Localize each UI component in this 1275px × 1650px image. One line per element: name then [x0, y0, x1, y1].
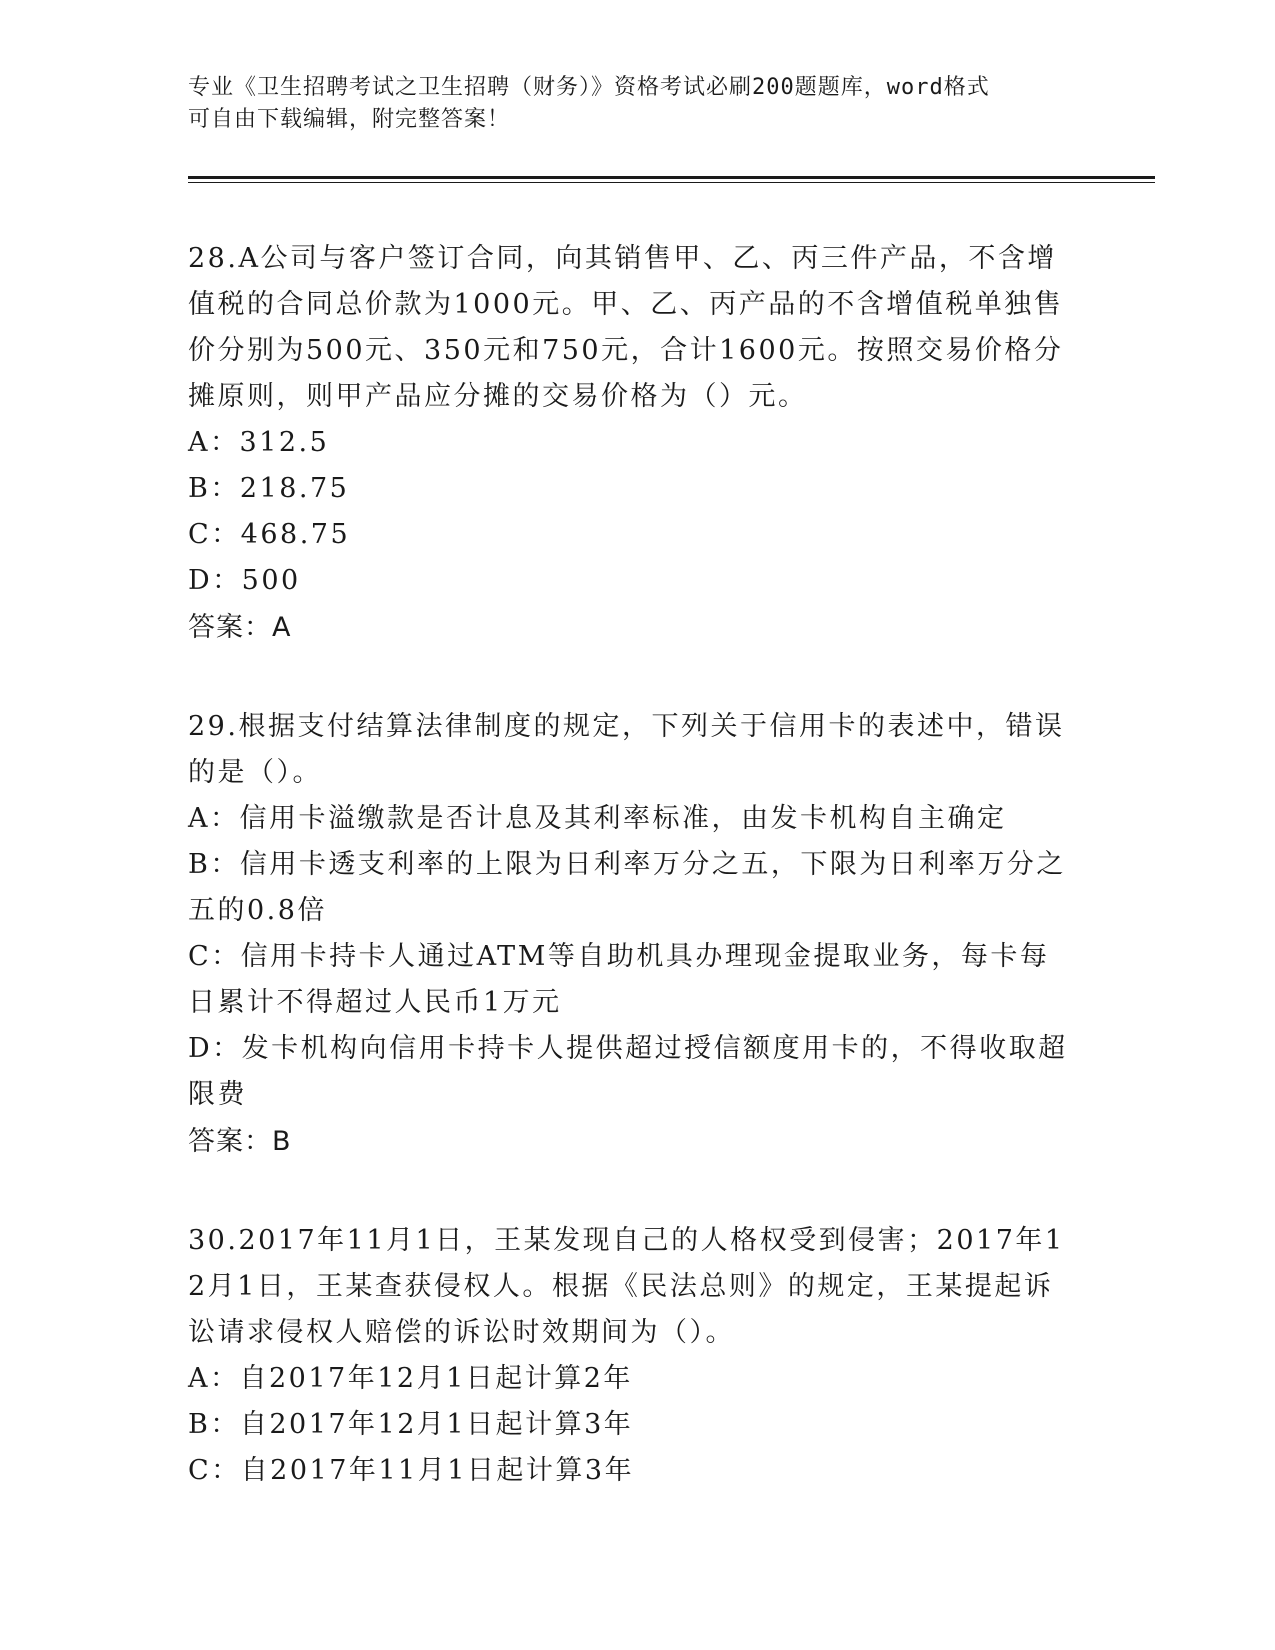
header-divider-thin — [188, 182, 1155, 183]
header-line-2: 可自由下载编辑，附完整答案！ — [188, 107, 511, 132]
option-c: C：自2017年11月1日起计算3年 — [188, 1455, 635, 1486]
question-29 — [188, 704, 1078, 1166]
document-header — [188, 72, 1068, 136]
question-stem: 29.根据支付结算法律制度的规定，下列关于信用卡的表述中，错误的是（）。 — [188, 711, 1065, 788]
question-list — [188, 236, 1078, 1546]
answer: 答案：B — [188, 1126, 292, 1157]
question-28 — [188, 236, 1078, 652]
option-b: B：218.75 — [188, 473, 350, 504]
option-d: D：500 — [188, 565, 301, 596]
question-stem: 30.2017年11月1日，王某发现自己的人格权受到侵害；2017年12月1日，王某查获侵权人。根据《民法总则》的规定，王某提起诉讼请求侵权人赔偿的诉讼时效期间为（）。 — [188, 1225, 1065, 1348]
answer: 答案：A — [188, 612, 292, 643]
header-line-1: 专业《卫生招聘考试之卫生招聘（财务）》资格考试必刷200题题库，word格式 — [188, 75, 990, 100]
option-b: B：信用卡透支利率的上限为日利率万分之五，下限为日利率万分之五的0.8倍 — [188, 849, 1066, 926]
option-d: D：发卡机构向信用卡持卡人提供超过授信额度用卡的，不得收取超限费 — [188, 1033, 1068, 1110]
option-a: A：312.5 — [188, 427, 330, 458]
option-b: B：自2017年12月1日起计算3年 — [188, 1409, 634, 1440]
option-c: C：468.75 — [188, 519, 351, 550]
option-a: A：信用卡溢缴款是否计息及其利率标准，由发卡机构自主确定 — [188, 803, 1007, 834]
option-c: C：信用卡持卡人通过ATM等自助机具办理现金提取业务，每卡每日累计不得超过人民币1万元 — [188, 941, 1050, 1018]
option-a: A：自2017年12月1日起计算2年 — [188, 1363, 633, 1394]
question-30 — [188, 1218, 1078, 1494]
header-divider-thick — [188, 176, 1155, 179]
question-stem: 28.A公司与客户签订合同，向其销售甲、乙、丙三件产品，不含增值税的合同总价款为1000元。甲、乙、丙产品的不含增值税单独售价分别为500元、350元和750元，合计1600元。按照交易价格分摊原则，则甲产品应分摊的交易价格为（）元。 — [188, 243, 1064, 412]
